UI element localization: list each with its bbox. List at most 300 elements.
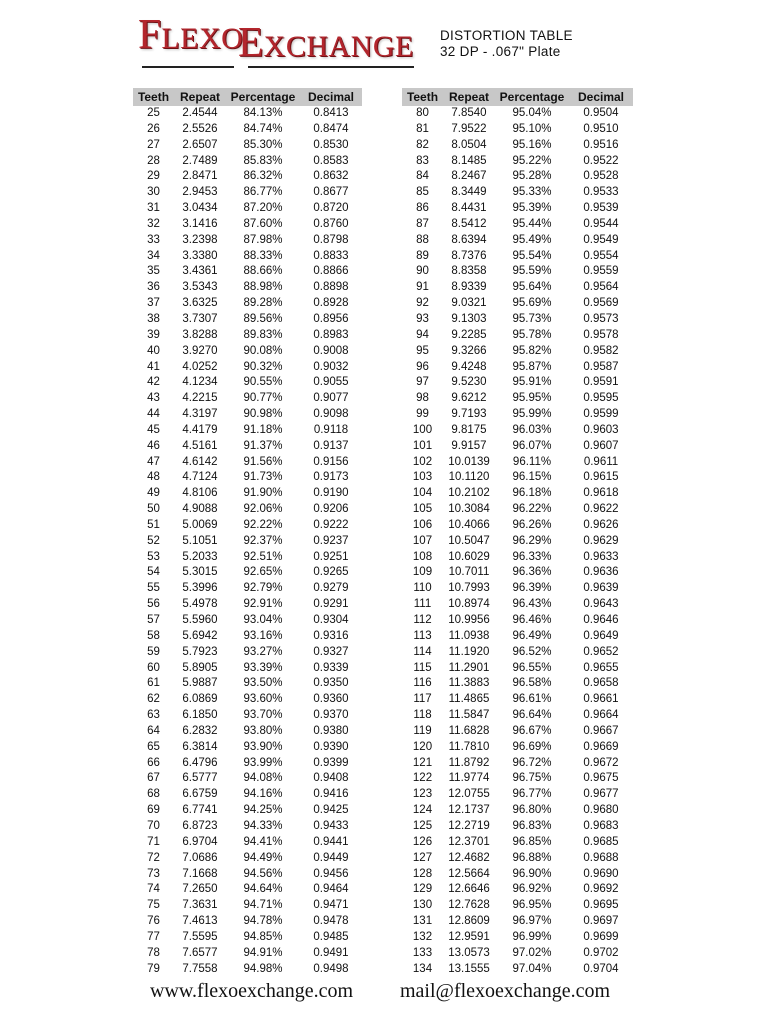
table-row bbox=[133, 312, 362, 328]
cell-decimal: 0.9327 bbox=[313, 645, 349, 658]
table-row bbox=[133, 502, 362, 518]
cell-repeat: 3.5343 bbox=[182, 281, 218, 294]
cell-percentage: 94.71% bbox=[243, 899, 283, 912]
cell-percentage: 85.30% bbox=[243, 138, 283, 151]
cell-percentage: 96.33% bbox=[512, 550, 552, 563]
cell-percentage: 94.49% bbox=[243, 851, 283, 864]
cell-repeat: 5.4978 bbox=[182, 598, 218, 611]
cell-teeth: 112 bbox=[413, 614, 432, 626]
cell-teeth: 86 bbox=[416, 202, 429, 215]
cell-decimal: 0.9626 bbox=[583, 518, 619, 531]
cell-repeat: 11.4865 bbox=[448, 693, 490, 706]
title-line: DISTORTION TABLE bbox=[440, 28, 573, 43]
cell-teeth: 75 bbox=[147, 899, 160, 912]
table-row bbox=[133, 676, 362, 692]
table-row bbox=[133, 296, 362, 312]
table-row bbox=[402, 787, 633, 803]
cell-repeat: 7.9522 bbox=[451, 122, 487, 135]
cell-repeat: 4.8106 bbox=[182, 487, 218, 500]
cell-decimal: 0.8983 bbox=[313, 328, 349, 341]
cell-percentage: 94.08% bbox=[243, 772, 283, 785]
cell-decimal: 0.9595 bbox=[583, 392, 619, 405]
cell-percentage: 91.73% bbox=[243, 471, 283, 484]
table-row bbox=[402, 692, 633, 708]
cell-percentage: 96.03% bbox=[512, 423, 552, 436]
cell-teeth: 54 bbox=[147, 566, 160, 579]
cell-repeat: 13.1555 bbox=[448, 962, 490, 975]
table-row bbox=[402, 819, 633, 835]
cell-repeat: 10.2102 bbox=[448, 487, 490, 500]
cell-decimal: 0.9478 bbox=[313, 915, 349, 928]
cell-percentage: 86.32% bbox=[243, 170, 283, 183]
cell-percentage: 95.69% bbox=[512, 297, 552, 310]
cell-teeth: 74 bbox=[147, 883, 160, 896]
cell-teeth: 130 bbox=[412, 899, 433, 912]
cell-decimal: 0.9498 bbox=[313, 962, 349, 975]
cell-teeth: 76 bbox=[147, 915, 160, 928]
cell-decimal: 0.8833 bbox=[313, 249, 349, 262]
cell-repeat: 5.2033 bbox=[182, 550, 218, 563]
cell-decimal: 0.9607 bbox=[583, 439, 619, 452]
cell-percentage: 95.22% bbox=[512, 154, 552, 167]
cell-decimal: 0.9591 bbox=[583, 376, 619, 389]
cell-percentage: 96.75% bbox=[512, 772, 552, 785]
cell-percentage: 96.88% bbox=[512, 851, 552, 864]
cell-repeat: 4.3197 bbox=[182, 408, 218, 421]
cell-repeat: 8.9339 bbox=[451, 281, 487, 294]
cell-repeat: 6.7741 bbox=[182, 804, 218, 817]
table-row bbox=[402, 867, 633, 883]
cell-decimal: 0.9697 bbox=[583, 915, 619, 928]
table-row bbox=[402, 264, 633, 280]
cell-repeat: 8.4431 bbox=[451, 202, 487, 215]
cell-repeat: 2.9453 bbox=[182, 186, 218, 199]
cell-percentage: 89.83% bbox=[243, 328, 283, 341]
cell-percentage: 95.78% bbox=[512, 328, 552, 341]
cell-decimal: 0.9425 bbox=[313, 804, 349, 817]
cell-repeat: 8.3449 bbox=[451, 186, 487, 199]
table-row bbox=[402, 344, 633, 360]
table-row bbox=[402, 502, 633, 518]
cell-decimal: 0.9291 bbox=[313, 598, 349, 611]
cell-teeth: 88 bbox=[416, 233, 429, 246]
cell-teeth: 67 bbox=[147, 772, 160, 785]
cell-repeat: 3.0434 bbox=[182, 202, 218, 215]
cell-teeth: 68 bbox=[147, 788, 160, 801]
cell-teeth: 102 bbox=[412, 455, 433, 468]
table-row bbox=[133, 724, 362, 740]
cell-teeth: 35 bbox=[147, 265, 160, 278]
cell-repeat: 10.8974 bbox=[448, 598, 490, 611]
cell-teeth: 114 bbox=[413, 645, 432, 658]
brand-logo bbox=[134, 8, 416, 72]
cell-teeth: 105 bbox=[412, 503, 433, 516]
cell-decimal: 0.9544 bbox=[583, 217, 619, 230]
cell-decimal: 0.9098 bbox=[313, 408, 349, 421]
logo-word-flexo: FLEXO bbox=[138, 12, 244, 58]
cell-teeth: 134 bbox=[412, 962, 433, 975]
cell-percentage: 92.37% bbox=[243, 534, 283, 547]
cell-repeat: 10.3084 bbox=[448, 503, 490, 516]
cell-repeat: 3.8288 bbox=[182, 328, 218, 341]
cell-decimal: 0.9516 bbox=[583, 138, 619, 151]
cell-percentage: 96.49% bbox=[512, 629, 552, 642]
cell-decimal: 0.8798 bbox=[313, 233, 349, 246]
cell-percentage: 92.65% bbox=[243, 566, 283, 579]
cell-repeat: 11.2901 bbox=[448, 661, 490, 674]
cell-repeat: 11.6828 bbox=[448, 724, 490, 737]
table-row bbox=[402, 629, 633, 645]
cell-teeth: 94 bbox=[416, 328, 429, 341]
logo-word-exchange: EXCHANGE bbox=[238, 20, 414, 66]
table-row bbox=[402, 360, 633, 376]
cell-percentage: 96.15% bbox=[512, 471, 552, 484]
cell-percentage: 93.99% bbox=[243, 756, 283, 769]
cell-percentage: 92.06% bbox=[243, 503, 283, 516]
cell-percentage: 95.10% bbox=[512, 122, 552, 135]
cell-decimal: 0.9485 bbox=[313, 930, 349, 943]
cell-percentage: 93.90% bbox=[243, 740, 283, 753]
table-row bbox=[133, 249, 362, 265]
cell-repeat: 3.4361 bbox=[182, 265, 218, 278]
table-row bbox=[133, 867, 362, 883]
logo-underline bbox=[142, 66, 234, 68]
cell-teeth: 127 bbox=[412, 851, 433, 864]
cell-repeat: 5.9887 bbox=[182, 677, 218, 690]
cell-teeth: 110 bbox=[413, 582, 432, 595]
cell-repeat: 10.7011 bbox=[448, 566, 490, 579]
cell-teeth: 42 bbox=[147, 376, 160, 389]
cell-percentage: 95.16% bbox=[512, 138, 552, 151]
cell-percentage: 96.18% bbox=[512, 487, 552, 500]
cell-repeat: 11.7810 bbox=[448, 740, 490, 753]
cell-decimal: 0.8413 bbox=[313, 107, 349, 119]
cell-decimal: 0.9629 bbox=[583, 534, 619, 547]
cell-decimal: 0.9032 bbox=[313, 360, 349, 373]
table-row bbox=[133, 962, 362, 978]
cell-repeat: 12.8609 bbox=[448, 915, 490, 928]
cell-teeth: 125 bbox=[412, 819, 433, 832]
cell-repeat: 9.3266 bbox=[451, 344, 487, 357]
cell-repeat: 9.5230 bbox=[451, 376, 487, 389]
cell-percentage: 96.22% bbox=[512, 503, 552, 516]
cell-teeth: 60 bbox=[147, 661, 160, 674]
cell-repeat: 11.9774 bbox=[448, 772, 490, 785]
table-row bbox=[133, 661, 362, 677]
table-row bbox=[402, 312, 633, 328]
cell-repeat: 9.9157 bbox=[451, 439, 487, 452]
cell-decimal: 0.9569 bbox=[583, 297, 619, 310]
cell-teeth: 77 bbox=[147, 930, 160, 943]
cell-percentage: 94.91% bbox=[243, 946, 283, 959]
cell-percentage: 95.64% bbox=[512, 281, 552, 294]
cell-decimal: 0.9690 bbox=[583, 867, 619, 880]
cell-teeth: 128 bbox=[412, 867, 433, 880]
table-row bbox=[133, 201, 362, 217]
cell-percentage: 85.83% bbox=[243, 154, 283, 167]
cell-repeat: 9.7193 bbox=[451, 408, 487, 421]
table-row bbox=[133, 185, 362, 201]
cell-percentage: 94.25% bbox=[243, 804, 283, 817]
cell-decimal: 0.8866 bbox=[313, 265, 349, 278]
cell-percentage: 93.80% bbox=[243, 724, 283, 737]
cell-repeat: 6.0869 bbox=[182, 693, 218, 706]
cell-decimal: 0.9573 bbox=[583, 312, 619, 325]
distortion-table-left bbox=[133, 88, 362, 977]
cell-teeth: 122 bbox=[412, 772, 433, 785]
table-row bbox=[133, 154, 362, 170]
table-body bbox=[133, 106, 362, 977]
cell-repeat: 6.6759 bbox=[182, 788, 218, 801]
cell-teeth: 92 bbox=[416, 297, 429, 310]
cell-percentage: 94.85% bbox=[243, 930, 283, 943]
cell-percentage: 96.90% bbox=[512, 867, 552, 880]
cell-teeth: 97 bbox=[416, 376, 429, 389]
cell-teeth: 98 bbox=[416, 392, 429, 405]
table-row bbox=[133, 692, 362, 708]
cell-decimal: 0.9279 bbox=[313, 582, 349, 595]
cell-decimal: 0.9655 bbox=[583, 661, 619, 674]
cell-teeth: 113 bbox=[413, 629, 432, 642]
table-row bbox=[133, 328, 362, 344]
cell-decimal: 0.9173 bbox=[313, 471, 349, 484]
table-row bbox=[402, 851, 633, 867]
table-row bbox=[133, 455, 362, 471]
cell-decimal: 0.9304 bbox=[313, 614, 349, 626]
cell-repeat: 12.2719 bbox=[448, 819, 490, 832]
table-row bbox=[402, 962, 633, 978]
cell-percentage: 88.66% bbox=[243, 265, 283, 278]
cell-teeth: 101 bbox=[412, 439, 433, 452]
cell-repeat: 7.3631 bbox=[182, 899, 218, 912]
cell-decimal: 0.9649 bbox=[583, 629, 619, 642]
cell-repeat: 2.7489 bbox=[182, 154, 218, 167]
cell-teeth: 129 bbox=[412, 883, 433, 896]
table-row bbox=[133, 550, 362, 566]
cell-percentage: 95.59% bbox=[512, 265, 552, 278]
cell-percentage: 93.39% bbox=[243, 661, 283, 674]
table-row bbox=[133, 946, 362, 962]
table-row bbox=[133, 882, 362, 898]
table-row bbox=[402, 106, 633, 122]
cell-teeth: 29 bbox=[147, 170, 160, 183]
cell-repeat: 10.9956 bbox=[448, 614, 490, 626]
table-row bbox=[133, 740, 362, 756]
cell-repeat: 10.0139 bbox=[448, 455, 490, 468]
cell-repeat: 4.7124 bbox=[182, 471, 218, 484]
cell-teeth: 50 bbox=[147, 503, 160, 516]
cell-percentage: 93.50% bbox=[243, 677, 283, 690]
table-row bbox=[402, 676, 633, 692]
cell-decimal: 0.9688 bbox=[583, 851, 619, 864]
cell-percentage: 92.22% bbox=[243, 518, 283, 531]
cell-decimal: 0.9564 bbox=[583, 281, 619, 294]
cell-teeth: 27 bbox=[147, 138, 160, 151]
cell-decimal: 0.9680 bbox=[583, 804, 619, 817]
cell-teeth: 91 bbox=[416, 281, 429, 294]
cell-repeat: 6.1850 bbox=[182, 709, 218, 722]
table-row bbox=[133, 914, 362, 930]
cell-percentage: 92.51% bbox=[243, 550, 283, 563]
cell-teeth: 47 bbox=[147, 455, 160, 468]
cell-percentage: 95.39% bbox=[512, 202, 552, 215]
cell-teeth: 119 bbox=[413, 724, 432, 737]
distortion-table-right bbox=[402, 88, 633, 977]
cell-repeat: 8.0504 bbox=[451, 138, 487, 151]
cell-teeth: 115 bbox=[413, 661, 432, 674]
cell-percentage: 96.61% bbox=[512, 693, 552, 706]
table-row bbox=[133, 233, 362, 249]
cell-percentage: 93.27% bbox=[243, 645, 283, 658]
cell-repeat: 12.9591 bbox=[448, 930, 490, 943]
table-row bbox=[402, 581, 633, 597]
cell-repeat: 11.3883 bbox=[448, 677, 490, 690]
cell-teeth: 90 bbox=[416, 265, 429, 278]
cell-decimal: 0.9441 bbox=[313, 835, 349, 848]
cell-repeat: 13.0573 bbox=[448, 946, 490, 959]
table-row bbox=[402, 280, 633, 296]
cell-percentage: 86.77% bbox=[243, 186, 283, 199]
table-row bbox=[133, 439, 362, 455]
cell-teeth: 41 bbox=[147, 360, 160, 373]
cell-repeat: 4.9088 bbox=[182, 503, 218, 516]
cell-percentage: 96.39% bbox=[512, 582, 552, 595]
cell-decimal: 0.9251 bbox=[313, 550, 349, 563]
table-row bbox=[402, 375, 633, 391]
table-row bbox=[402, 661, 633, 677]
table-row bbox=[133, 423, 362, 439]
cell-teeth: 99 bbox=[416, 408, 429, 421]
cell-decimal: 0.8677 bbox=[313, 186, 349, 199]
header-percentage: Percentage bbox=[495, 88, 569, 106]
table-row bbox=[402, 439, 633, 455]
table-row bbox=[133, 930, 362, 946]
cell-decimal: 0.9646 bbox=[583, 614, 619, 626]
cell-percentage: 97.02% bbox=[512, 946, 552, 959]
table-row bbox=[133, 819, 362, 835]
cell-repeat: 12.7628 bbox=[448, 899, 490, 912]
cell-decimal: 0.8898 bbox=[313, 281, 349, 294]
table-row bbox=[402, 724, 633, 740]
cell-percentage: 96.95% bbox=[512, 899, 552, 912]
cell-repeat: 8.7376 bbox=[451, 249, 487, 262]
cell-decimal: 0.9456 bbox=[313, 867, 349, 880]
cell-decimal: 0.9643 bbox=[583, 598, 619, 611]
cell-decimal: 0.9416 bbox=[313, 788, 349, 801]
cell-percentage: 96.97% bbox=[512, 915, 552, 928]
email-link[interactable]: mail@flexoexchange.com bbox=[400, 980, 610, 1002]
cell-decimal: 0.9316 bbox=[313, 629, 349, 642]
cell-percentage: 96.07% bbox=[512, 439, 552, 452]
cell-percentage: 96.83% bbox=[512, 819, 552, 832]
table-row bbox=[402, 597, 633, 613]
table-row bbox=[133, 708, 362, 724]
cell-percentage: 90.98% bbox=[243, 408, 283, 421]
cell-percentage: 84.13% bbox=[243, 107, 283, 119]
cell-repeat: 12.6646 bbox=[448, 883, 490, 896]
cell-decimal: 0.9622 bbox=[583, 503, 619, 516]
cell-repeat: 10.1120 bbox=[448, 471, 490, 484]
cell-teeth: 121 bbox=[412, 756, 433, 769]
cell-teeth: 44 bbox=[147, 408, 160, 421]
cell-repeat: 6.8723 bbox=[182, 819, 218, 832]
cell-decimal: 0.9704 bbox=[583, 962, 619, 975]
table-row bbox=[133, 581, 362, 597]
table-row bbox=[133, 518, 362, 534]
cell-decimal: 0.9055 bbox=[313, 376, 349, 389]
cell-percentage: 96.29% bbox=[512, 534, 552, 547]
cell-repeat: 4.2215 bbox=[182, 392, 218, 405]
cell-repeat: 8.5412 bbox=[451, 217, 487, 230]
cell-teeth: 96 bbox=[416, 360, 429, 373]
cell-repeat: 9.2285 bbox=[451, 328, 487, 341]
cell-teeth: 93 bbox=[416, 312, 429, 325]
cell-percentage: 94.41% bbox=[243, 835, 283, 848]
cell-repeat: 9.1303 bbox=[451, 312, 487, 325]
cell-percentage: 95.91% bbox=[512, 376, 552, 389]
cell-repeat: 7.1668 bbox=[182, 867, 218, 880]
table-row bbox=[133, 169, 362, 185]
cell-decimal: 0.9658 bbox=[583, 677, 619, 690]
cell-decimal: 0.9685 bbox=[583, 835, 619, 848]
table-row bbox=[402, 122, 633, 138]
table-row bbox=[402, 486, 633, 502]
cell-repeat: 11.0938 bbox=[448, 629, 490, 642]
cell-decimal: 0.9222 bbox=[313, 518, 349, 531]
cell-teeth: 103 bbox=[412, 471, 433, 484]
table-row bbox=[133, 264, 362, 280]
cell-repeat: 9.8175 bbox=[451, 423, 487, 436]
cell-teeth: 66 bbox=[147, 756, 160, 769]
cell-teeth: 31 bbox=[147, 202, 160, 215]
cell-repeat: 3.6325 bbox=[182, 297, 218, 310]
cell-percentage: 91.18% bbox=[243, 423, 283, 436]
cell-decimal: 0.9652 bbox=[583, 645, 619, 658]
cell-teeth: 36 bbox=[147, 281, 160, 294]
website-link[interactable]: www.flexoexchange.com bbox=[150, 980, 354, 1002]
table-row bbox=[133, 613, 362, 629]
cell-teeth: 52 bbox=[147, 534, 160, 547]
header-repeat: Repeat bbox=[443, 88, 495, 106]
cell-teeth: 107 bbox=[412, 534, 433, 547]
cell-teeth: 38 bbox=[147, 312, 160, 325]
cell-decimal: 0.9350 bbox=[313, 677, 349, 690]
table-row bbox=[402, 771, 633, 787]
cell-decimal: 0.9677 bbox=[583, 788, 619, 801]
cell-repeat: 8.6394 bbox=[451, 233, 487, 246]
table-row bbox=[402, 185, 633, 201]
cell-percentage: 95.73% bbox=[512, 312, 552, 325]
cell-percentage: 90.32% bbox=[243, 360, 283, 373]
table-row bbox=[402, 328, 633, 344]
cell-repeat: 3.2398 bbox=[182, 233, 218, 246]
cell-decimal: 0.9559 bbox=[583, 265, 619, 278]
cell-teeth: 118 bbox=[413, 709, 432, 722]
cell-decimal: 0.9008 bbox=[313, 344, 349, 357]
cell-percentage: 87.20% bbox=[243, 202, 283, 215]
cell-decimal: 0.9399 bbox=[313, 756, 349, 769]
table-row bbox=[133, 280, 362, 296]
table-row bbox=[133, 645, 362, 661]
cell-repeat: 3.1416 bbox=[182, 217, 218, 230]
cell-percentage: 96.85% bbox=[512, 835, 552, 848]
cell-percentage: 93.04% bbox=[243, 614, 283, 626]
subtitle-line: 32 DP - .067" Plate bbox=[440, 44, 561, 59]
cell-teeth: 39 bbox=[147, 328, 160, 341]
table-row bbox=[133, 344, 362, 360]
table-row bbox=[402, 930, 633, 946]
table-row bbox=[133, 217, 362, 233]
